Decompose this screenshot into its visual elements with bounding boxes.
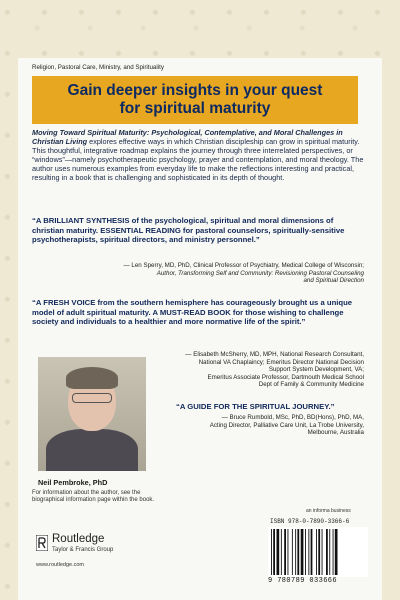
- category-label: Religion, Pastoral Care, Ministry, and Spirituality: [32, 64, 164, 71]
- barcode-bar: [281, 529, 282, 575]
- barcode-bar: [333, 529, 334, 575]
- headline-banner: [32, 76, 358, 124]
- attribution-3-line-2: Acting Director, Palliative Care Unit, La Trobe University,: [209, 421, 364, 429]
- description-body: explores effective ways in which Christian discipleship can grow in spiritual maturity. This thoughtful, integrative roadmap explains the journey through three interrelated perspectives, or “windows”—namely psychotherapeutic psychology, prayer and contemplation, and moral theology. The author uses numerous examples from everyday life to make the reflections interesting and practical, resulting in a book that is challenging and sophisticated in its depth of thought.: [32, 137, 364, 183]
- barcode-bar: [322, 529, 323, 575]
- isbn-label: ISBN 978-0-7890-3366-6: [270, 518, 350, 525]
- barcode-bar: [277, 529, 280, 575]
- barcode-bar: [295, 529, 296, 575]
- barcode-bar: [297, 529, 299, 575]
- attribution-3-line-3: Melbourne, Australia: [307, 429, 364, 437]
- publisher-website: www.routledge.com: [36, 562, 84, 568]
- routledge-logo-icon: [36, 535, 48, 551]
- headline-line-2: for spiritual maturity: [119, 100, 271, 117]
- barcode-bar: [305, 529, 306, 575]
- endorsement-quote-3: “A GUIDE FOR THE SPIRITUAL JOURNEY.”: [176, 402, 335, 411]
- barcode-bar: [311, 529, 313, 575]
- attribution-1-line-2: Author, Transforming Self and Community: Revisioning Pastoral Counseling: [156, 269, 364, 277]
- barcode-bar: [326, 529, 328, 575]
- attribution-2-line-5: Dept of Family & Community Medicine: [258, 381, 364, 389]
- barcode-digits: 9 780789 033666: [268, 577, 338, 585]
- headline-line-1: Gain deeper insights in your quest: [67, 82, 323, 99]
- endorsement-quote-2: “A FRESH VOICE from the southern hemisphere has courageously brought us a unique model of adult spiritual maturity. A MUST-READ BOOK for those wishing to challenge society and individuals to a healthier and more normative life of the spirit.”: [32, 298, 353, 326]
- author-photo: [38, 357, 146, 471]
- endorsement-quote-1: “A BRILLIANT SYNTHESIS of the psychological, spiritual and moral dimensions of christian maturity. ESSENTIAL READING for pastoral counselors, spiritually-sensitive psychotherapists, spiritual directors, and ministry personnel.”: [32, 216, 345, 244]
- attribution-1-line-1: — Len Sperry, MD, PhD, Clinical Professor of Psychiatry, Medical College of Wisconsin;: [123, 262, 364, 269]
- barcode-bar: [288, 529, 289, 575]
- attribution-2-line-3: Support System Development, VA;: [268, 366, 364, 374]
- publisher-group: Taylor & Francis Group: [52, 547, 114, 553]
- publisher-name: Routledge: [52, 533, 105, 545]
- barcode-bar: [318, 529, 320, 575]
- barcode-bar: [273, 529, 275, 575]
- attribution-2-line-4: Emeritus Associate Professor, Dartmouth Medical School: [207, 373, 364, 381]
- endorsement-attribution-1: [60, 262, 364, 285]
- attribution-1-line-3: and Spiritual Direction: [303, 277, 364, 285]
- barcode-bar: [308, 529, 309, 575]
- attribution-2-line-1: — Elisabeth McSherry, MD, MPH, National Research Consultant,: [185, 351, 364, 358]
- barcode-bar: [329, 529, 330, 575]
- attribution-2-line-2: National VA Chaplaincy; Emeritus Director National Decision: [198, 358, 364, 366]
- author-name: Neil Pembroke, PhD: [38, 478, 108, 487]
- informa-tagline: an informa business: [306, 508, 351, 514]
- author-info-note: For information about the author, see the biographical information page within the book.: [32, 490, 155, 504]
- barcode-bar: [284, 529, 286, 575]
- endorsement-attribution-2: [180, 351, 364, 389]
- endorsement-attribution-3: [176, 414, 364, 437]
- barcode-bar: [335, 529, 338, 575]
- book-title: Moving Toward Spiritual Maturity: Psychological, Contemplative, and Moral Challenges in Christian Living: [32, 128, 343, 147]
- barcode-bar: [316, 529, 317, 575]
- attribution-3-line-1: — Bruce Rumbold, MSc, PhD, BD(Hons), PhD, MA,: [221, 414, 364, 421]
- book-description: [32, 128, 364, 183]
- barcode-bar: [301, 529, 304, 575]
- barcode-bar: [292, 529, 293, 575]
- barcode: [268, 527, 368, 577]
- barcode-bar: [271, 529, 272, 575]
